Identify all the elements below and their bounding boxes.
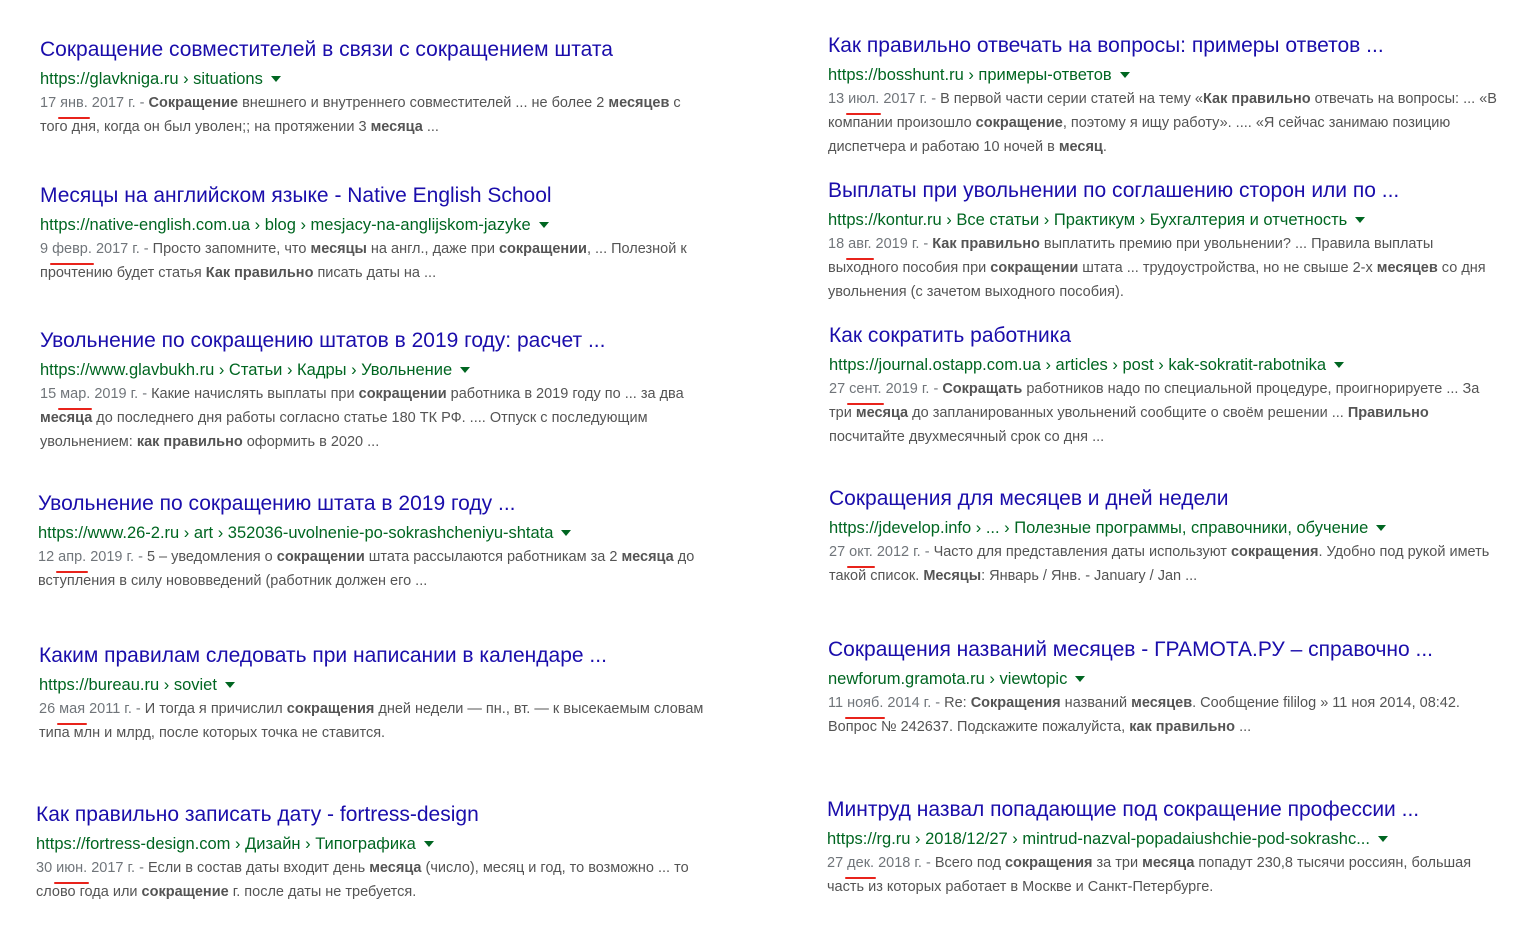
result-url-text: https://kontur.ru › Все статьи › Практикум › Бухгалтерия и отчетность bbox=[828, 211, 1348, 229]
snippet-highlight: сокращении bbox=[498, 241, 587, 257]
result-date bbox=[40, 386, 151, 402]
snippet-highlight: как правильно bbox=[1129, 719, 1236, 735]
result-snippet bbox=[829, 540, 1499, 588]
search-result bbox=[39, 643, 719, 745]
snippet-text: Если в состав даты входит день bbox=[147, 860, 370, 876]
result-title-link[interactable]: Сокращения для месяцев и дней недели bbox=[829, 487, 1229, 510]
result-url[interactable] bbox=[827, 828, 1507, 850]
snippet-text: , ... Полезной к прочтению будет статья bbox=[40, 241, 687, 281]
result-snippet bbox=[39, 697, 709, 745]
result-url[interactable] bbox=[36, 833, 716, 855]
result-date bbox=[40, 241, 153, 257]
result-snippet bbox=[828, 232, 1498, 304]
date-day: 12 bbox=[38, 549, 55, 565]
result-snippet bbox=[40, 237, 710, 285]
snippet-highlight: сокращении bbox=[358, 386, 447, 402]
dropdown-arrow-icon[interactable] bbox=[271, 76, 281, 82]
date-year: 2017 г. - bbox=[95, 241, 153, 257]
result-url-text: https://glavkniga.ru › situations bbox=[40, 70, 263, 88]
search-result bbox=[40, 37, 720, 139]
date-month: февр. bbox=[52, 237, 92, 261]
result-url-text: newforum.gramota.ru › viewtopic bbox=[828, 670, 1068, 688]
date-day: 17 bbox=[40, 95, 57, 111]
snippet-highlight: Сокращения bbox=[970, 695, 1061, 711]
snippet-text: писать даты на ... bbox=[313, 265, 437, 281]
date-year: 2014 г. - bbox=[887, 695, 945, 711]
snippet-highlight: месяца bbox=[40, 410, 93, 426]
date-day: 27 bbox=[829, 544, 846, 560]
date-month: окт. bbox=[849, 540, 873, 564]
result-url-text: https://jdevelop.info › ... › Полезные программы, справочники, обучение bbox=[829, 519, 1369, 537]
result-title-link[interactable]: Увольнение по сокращению штата в 2019 году ... bbox=[38, 492, 516, 515]
snippet-text: до запланированных увольнений сообщите о своём решении ... bbox=[908, 405, 1348, 421]
dropdown-arrow-icon[interactable] bbox=[225, 682, 235, 688]
snippet-highlight: сокращения bbox=[1230, 544, 1319, 560]
snippet-text: . Сообщение fililog » 11 ноя 2014, 08:42. Вопрос № 242637. Подскажите пожалуйста, bbox=[828, 695, 1460, 735]
result-url[interactable] bbox=[829, 517, 1509, 539]
result-date bbox=[829, 381, 942, 397]
date-day: 13 bbox=[828, 91, 845, 107]
search-result bbox=[38, 491, 718, 593]
snippet-highlight: месяцев bbox=[1131, 695, 1193, 711]
result-date bbox=[36, 860, 148, 876]
snippet-text: попадут 230,8 тысячи россиян, большая часть из которых работает в Москве и Санкт-Петербурге. bbox=[827, 855, 1472, 895]
snippet-highlight: месяцев bbox=[608, 95, 670, 111]
snippet-highlight: месяц bbox=[1058, 139, 1103, 155]
result-url[interactable] bbox=[40, 359, 720, 381]
dropdown-arrow-icon[interactable] bbox=[1334, 362, 1344, 368]
snippet-text: выплатить премию при увольнении? ... Правила выплаты выходного пособия при bbox=[828, 236, 1434, 276]
snippet-highlight: Сокращать bbox=[942, 381, 1023, 397]
result-url[interactable] bbox=[38, 522, 718, 544]
dropdown-arrow-icon[interactable] bbox=[1120, 72, 1130, 78]
result-snippet bbox=[40, 91, 710, 139]
date-day: 30 bbox=[36, 860, 53, 876]
snippet-text: Re: bbox=[944, 695, 971, 711]
date-day: 15 bbox=[40, 386, 57, 402]
result-title-link[interactable]: Сокращения названий месяцев - ГРАМОТА.РУ – справочно ... bbox=[828, 638, 1434, 661]
search-result bbox=[828, 178, 1508, 304]
snippet-text: Какие начислять выплаты при bbox=[151, 386, 359, 402]
snippet-text: г. после даты не требуется. bbox=[228, 884, 417, 900]
result-url-text: https://rg.ru › 2018/12/27 › mintrud-nazval-popadaiushchie-pod-sokrashc... bbox=[827, 830, 1370, 848]
date-year: 2019 г. - bbox=[875, 236, 933, 252]
date-month: дек. bbox=[847, 851, 874, 875]
result-snippet bbox=[828, 87, 1498, 159]
snippet-highlight: Как правильно bbox=[1203, 91, 1311, 107]
snippet-text: Часто для представления даты используют bbox=[933, 544, 1231, 560]
snippet-text: 5 – уведомления о bbox=[146, 549, 277, 565]
date-month: авг. bbox=[848, 232, 871, 256]
snippet-text: на англ., даже при bbox=[366, 241, 499, 257]
date-day: 18 bbox=[828, 236, 845, 252]
result-title-link[interactable]: Месяцы на английском языке - Native English School bbox=[40, 184, 552, 207]
search-result bbox=[829, 323, 1509, 449]
result-title-link[interactable]: Как правильно отвечать на вопросы: примеры ответов ... bbox=[828, 34, 1384, 57]
search-result bbox=[40, 183, 720, 285]
snippet-text: Просто запомните, что bbox=[152, 241, 311, 257]
date-year: 2018 г. - bbox=[878, 855, 935, 871]
result-date bbox=[827, 855, 935, 871]
snippet-highlight: месяца bbox=[855, 405, 909, 421]
result-title-link[interactable]: Как правильно записать дату - fortress-design bbox=[36, 803, 479, 826]
result-date bbox=[829, 544, 934, 560]
result-url-text: https://www.26-2.ru › art › 352036-uvolnenie-po-sokrashcheniyu-shtata bbox=[38, 524, 554, 542]
dropdown-arrow-icon[interactable] bbox=[1355, 217, 1365, 223]
date-day: 9 bbox=[40, 241, 49, 257]
date-year: 2017 г. - bbox=[91, 860, 148, 876]
dropdown-arrow-icon[interactable] bbox=[561, 530, 571, 536]
date-year: 2019 г. - bbox=[94, 386, 152, 402]
date-month: июн. bbox=[56, 856, 87, 880]
snippet-highlight: сокращения bbox=[286, 701, 375, 717]
snippet-text: работников надо по специальной процедуре, проигнорируете ... За три bbox=[829, 381, 1480, 421]
date-month: мар. bbox=[60, 382, 90, 406]
snippet-highlight: месяцы bbox=[310, 241, 367, 257]
date-month: июл. bbox=[848, 87, 879, 111]
snippet-highlight: как правильно bbox=[136, 434, 243, 450]
result-date bbox=[40, 95, 149, 111]
dropdown-arrow-icon[interactable] bbox=[1376, 525, 1386, 531]
snippet-text: оформить в 2020 ... bbox=[242, 434, 380, 450]
result-snippet bbox=[40, 382, 710, 454]
snippet-text: ... bbox=[422, 119, 439, 135]
search-result bbox=[828, 637, 1508, 739]
snippet-text: . bbox=[1102, 139, 1107, 155]
snippet-highlight: сокращение bbox=[141, 884, 229, 900]
date-day: 27 bbox=[829, 381, 846, 397]
result-title-link[interactable]: Каким правилам следовать при написании в календаре ... bbox=[39, 644, 607, 667]
search-result bbox=[40, 328, 720, 454]
dropdown-arrow-icon[interactable] bbox=[539, 222, 549, 228]
result-snippet bbox=[828, 691, 1498, 739]
snippet-highlight: сокращение bbox=[975, 115, 1063, 131]
date-day: 27 bbox=[827, 855, 844, 871]
result-date bbox=[828, 91, 940, 107]
snippet-highlight: сокращении bbox=[990, 260, 1079, 276]
snippet-text: Всего под bbox=[934, 855, 1005, 871]
date-day: 11 bbox=[828, 695, 844, 711]
date-year: 2019 г. - bbox=[90, 549, 147, 565]
snippet-text: посчитайте двухмесячный срок со дня ... bbox=[829, 429, 1105, 445]
snippet-highlight: Как правильно bbox=[205, 265, 314, 281]
snippet-highlight: месяца bbox=[1142, 855, 1195, 871]
result-snippet bbox=[827, 851, 1497, 899]
date-year: 2017 г. - bbox=[91, 95, 149, 111]
snippet-highlight: Сокращение bbox=[148, 95, 239, 111]
result-url[interactable] bbox=[39, 674, 719, 696]
result-date bbox=[38, 549, 147, 565]
result-date bbox=[828, 695, 944, 711]
snippet-highlight: месяца bbox=[621, 549, 674, 565]
snippet-highlight: Как правильно bbox=[932, 236, 1040, 252]
dropdown-arrow-icon[interactable] bbox=[1378, 836, 1388, 842]
snippet-text: со дня увольнения (с зачетом выходного пособия). bbox=[828, 260, 1486, 300]
snippet-text: до последнего дня работы согласно статье 180 ТК РФ. .... Отпуск с последующим увольнением: bbox=[40, 410, 648, 450]
date-year: 2011 г. - bbox=[89, 701, 145, 717]
result-url[interactable] bbox=[828, 668, 1508, 690]
date-year: 2012 г. - bbox=[876, 544, 934, 560]
snippet-text: (число), месяц и год, то возможно ... то слово года или bbox=[36, 860, 689, 900]
dropdown-arrow-icon[interactable] bbox=[1075, 676, 1085, 682]
snippet-text: штата рассылаются работникам за 2 bbox=[364, 549, 622, 565]
result-url-text: https://journal.ostapp.com.ua › articles › post › kak-sokratit-rabotnika bbox=[829, 356, 1327, 374]
search-result bbox=[827, 797, 1507, 899]
search-result bbox=[36, 802, 716, 904]
snippet-text: названий bbox=[1060, 695, 1132, 711]
result-title-link[interactable]: Как сократить работника bbox=[829, 324, 1072, 347]
snippet-text: внешнего и внутреннего совместителей ... не более 2 bbox=[238, 95, 609, 111]
result-url[interactable] bbox=[828, 209, 1508, 231]
result-url-text: https://fortress-design.com › Дизайн › Типографика bbox=[36, 835, 416, 853]
snippet-highlight: Месяцы bbox=[923, 568, 982, 584]
snippet-highlight: месяца bbox=[370, 119, 423, 135]
snippet-text: В первой части серии статей на тему « bbox=[940, 91, 1203, 107]
date-year: 2017 г. - bbox=[883, 91, 941, 107]
snippet-text: за три bbox=[1092, 855, 1143, 871]
snippet-highlight: месяца bbox=[369, 860, 422, 876]
result-url-text: https://www.glavbukh.ru › Статьи › Кадры › Увольнение bbox=[40, 361, 453, 379]
snippet-highlight: Правильно bbox=[1347, 405, 1429, 421]
result-url[interactable] bbox=[40, 214, 720, 236]
dropdown-arrow-icon[interactable] bbox=[460, 367, 470, 373]
result-url[interactable] bbox=[829, 354, 1509, 376]
result-url[interactable] bbox=[40, 68, 720, 90]
result-title-link[interactable]: Минтруд назвал попадающие под сокращение профессии ... bbox=[827, 798, 1420, 821]
snippet-text: до вступления в силу нововведений (работник должен его ... bbox=[38, 549, 695, 589]
date-month: апр. bbox=[58, 545, 86, 569]
snippet-text: : Январь / Янв. - January / Jan ... bbox=[981, 568, 1198, 584]
search-result bbox=[829, 486, 1509, 588]
result-date bbox=[828, 236, 932, 252]
result-url[interactable] bbox=[828, 64, 1508, 86]
snippet-highlight: месяцев bbox=[1376, 260, 1438, 276]
result-title-link[interactable]: Увольнение по сокращению штатов в 2019 году: расчет ... bbox=[40, 329, 606, 352]
snippet-text: . Удобно под рукой иметь такой список. bbox=[829, 544, 1490, 584]
date-month: сент. bbox=[849, 377, 881, 401]
snippet-text: отвечать на вопросы: ... «В компании произошло bbox=[828, 91, 1497, 131]
snippet-text: ... bbox=[1235, 719, 1252, 735]
snippet-text: дней недели — пн., вт. — к высекаемым словам типа млн и млрд, после которых точка не ставится. bbox=[39, 701, 704, 741]
snippet-text: штата ... трудоустройства, но не свыше 2-х bbox=[1078, 260, 1377, 276]
snippet-highlight: сокращении bbox=[276, 549, 365, 565]
search-result bbox=[828, 33, 1508, 159]
snippet-text: с того дня, когда он был уволен;; на протяжении 3 bbox=[40, 95, 681, 135]
snippet-highlight: сокращения bbox=[1004, 855, 1093, 871]
result-title-link[interactable]: Сокращение совместителей в связи с сокращением штата bbox=[40, 38, 613, 61]
dropdown-arrow-icon[interactable] bbox=[424, 841, 434, 847]
result-date bbox=[39, 701, 145, 717]
result-snippet bbox=[36, 856, 706, 904]
snippet-text: работника в 2019 году по ... за два bbox=[446, 386, 684, 402]
date-month: мая bbox=[59, 697, 85, 721]
date-day: 26 bbox=[39, 701, 56, 717]
result-snippet bbox=[829, 377, 1499, 449]
date-month: нояб. bbox=[847, 691, 883, 715]
result-url-text: https://bosshunt.ru › примеры-ответов bbox=[828, 66, 1112, 84]
snippet-text: И тогда я причислил bbox=[144, 701, 287, 717]
result-title-link[interactable]: Выплаты при увольнении по соглашению сторон или по ... bbox=[828, 179, 1400, 202]
result-url-text: https://bureau.ru › soviet bbox=[39, 676, 217, 694]
date-year: 2019 г. - bbox=[885, 381, 943, 397]
result-snippet bbox=[38, 545, 708, 593]
snippet-text: , поэтому я ищу работу». .... «Я сейчас занимаю позицию диспетчера и работаю 10 ночей в bbox=[828, 115, 1451, 155]
date-month: янв. bbox=[60, 91, 88, 115]
result-url-text: https://native-english.com.ua › blog › mesjacy-na-anglijskom-jazyke bbox=[40, 216, 531, 234]
